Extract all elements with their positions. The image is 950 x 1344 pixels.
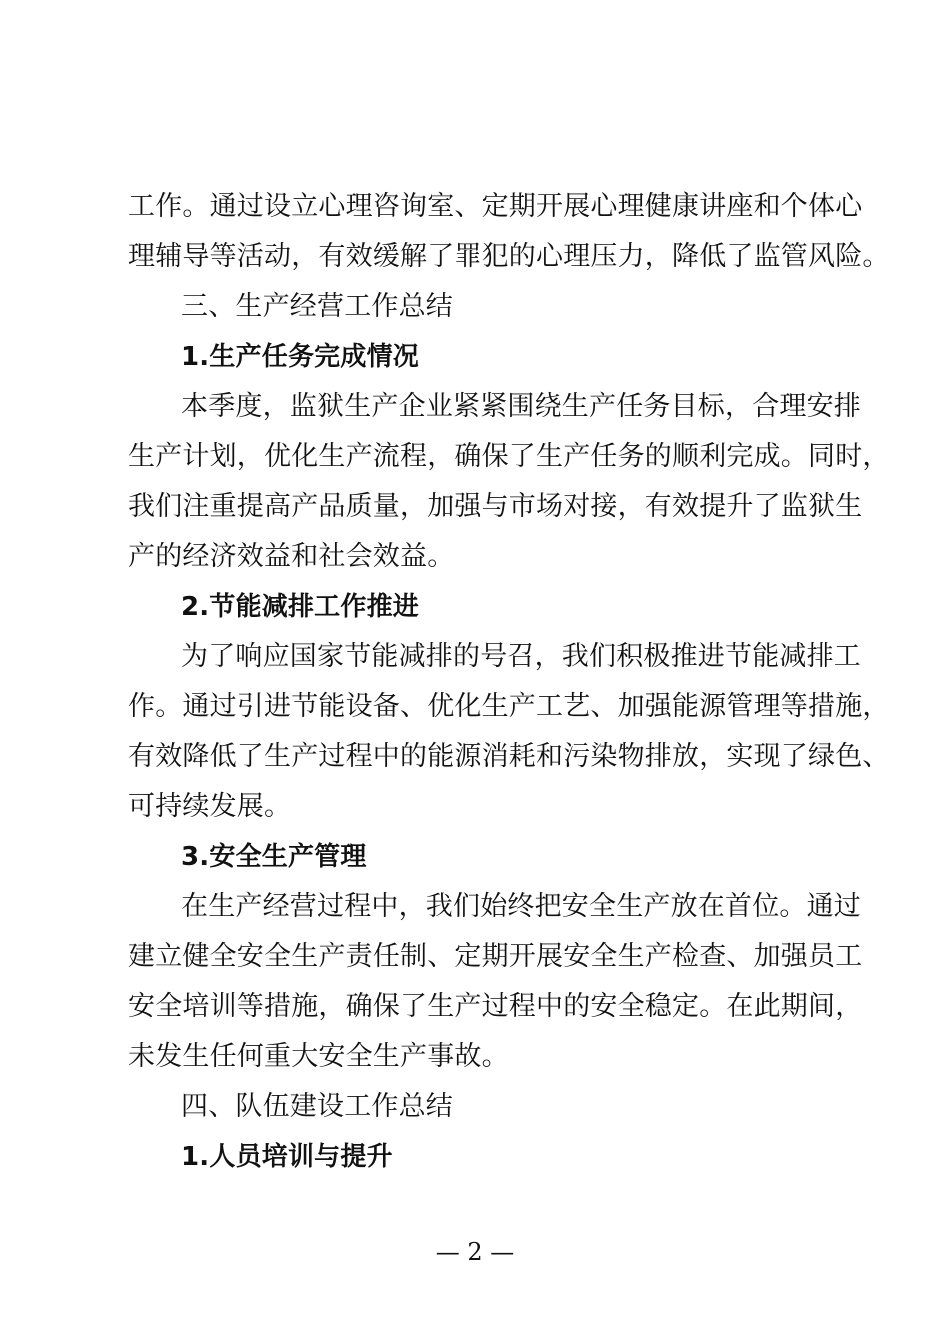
text-line-7: 我们注重提高产品质量，加强与市场对接，有效提升了监狱生 [128, 491, 863, 522]
page-number: — 2 — [435, 1238, 515, 1266]
text-line-12: 有效降低了生产过程中的能源消耗和污染物排放，实现了绿色、 [128, 741, 890, 772]
text-line-6: 生产计划，优化生产流程，确保了生产任务的顺利完成。同时， [128, 441, 890, 472]
subheading-safety-management: 3.安全生产管理 [181, 842, 367, 872]
text-line-1: 工作。通过设立心理咨询室、定期开展心理健康讲座和个体心 [128, 191, 863, 222]
text-line-10: 为了响应国家节能减排的号召，我们积极推进节能减排工 [181, 641, 861, 672]
subheading-energy-saving: 2.节能减排工作推进 [181, 592, 419, 622]
text-line-17: 安全培训等措施，确保了生产过程中的安全稳定。在此期间， [128, 991, 863, 1022]
text-line-15: 在生产经营过程中，我们始终把安全生产放在首位。通过 [181, 891, 861, 922]
text-line-5: 本季度，监狱生产企业紧紧围绕生产任务目标，合理安排 [181, 391, 861, 422]
text-line-11: 作。通过引进节能设备、优化生产工艺、加强能源管理等措施， [128, 691, 890, 722]
section-heading-3: 三、生产经营工作总结 [181, 291, 453, 322]
text-line-16: 建立健全安全生产责任制、定期开展安全生产检查、加强员工 [128, 941, 863, 972]
text-line-2: 理辅导等活动，有效缓解了罪犯的心理压力，降低了监管风险。 [128, 241, 890, 272]
section-heading-4: 四、队伍建设工作总结 [181, 1091, 453, 1122]
subheading-staff-training: 1.人员培训与提升 [181, 1142, 393, 1172]
text-line-8: 产的经济效益和社会效益。 [128, 541, 455, 572]
text-line-13: 可持续发展。 [128, 791, 292, 822]
text-line-18: 未发生任何重大安全生产事故。 [128, 1041, 509, 1072]
subheading-production-tasks: 1.生产任务完成情况 [181, 342, 419, 372]
document-body [128, 182, 890, 1182]
